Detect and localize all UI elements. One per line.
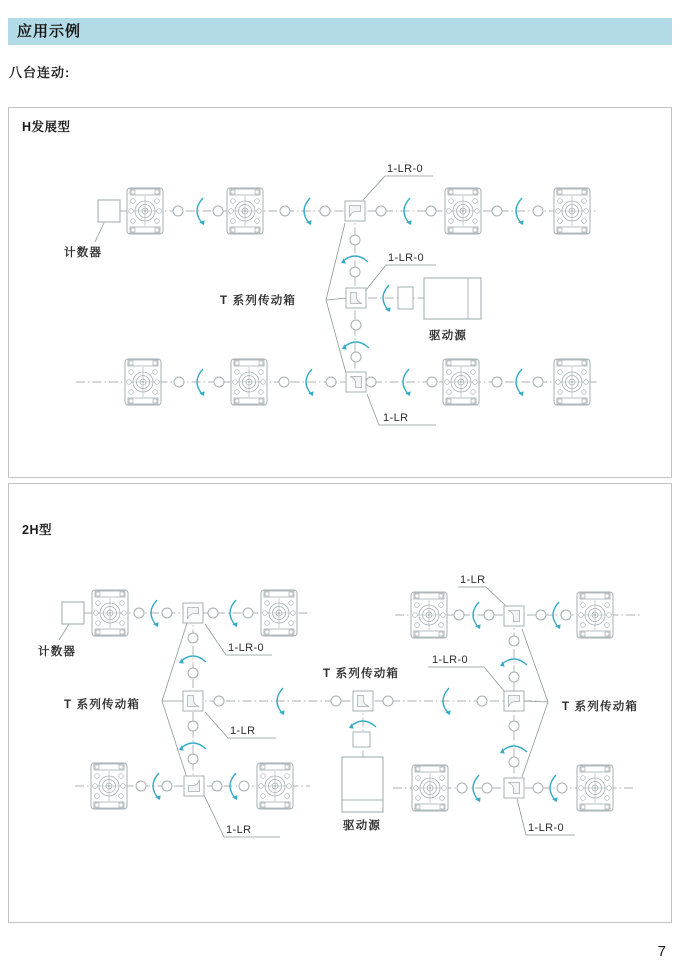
shaft-coupling <box>212 781 222 791</box>
shaft-coupling <box>174 377 184 387</box>
callout-label: T 系列传动箱 <box>322 667 399 680</box>
coupling-rect <box>353 732 370 747</box>
diagram-canvas <box>8 483 672 923</box>
page-number: 7 <box>657 943 666 960</box>
shaft-coupling <box>509 721 519 731</box>
callout-label: T 系列传动箱 <box>561 700 638 713</box>
callout-label: 1-LR <box>459 573 485 586</box>
rotation-arrow-icon <box>179 743 206 751</box>
gearbox-unit <box>91 763 127 809</box>
shaft-coupling <box>482 783 492 793</box>
gearbox-unit <box>577 592 613 638</box>
rotation-arrow-icon <box>230 600 238 627</box>
rotation-arrow-icon <box>342 342 369 350</box>
subtitle-label: 八台连动: <box>9 65 71 80</box>
callout-label: 1-LR-0 <box>227 641 264 654</box>
corner-drive-box <box>504 606 524 626</box>
gearbox-unit <box>227 188 263 234</box>
shaft-coupling <box>509 757 519 767</box>
shaft-coupling <box>136 781 146 791</box>
callout-label: T 系列传动箱 <box>63 698 140 711</box>
rotation-arrow-icon <box>500 659 527 667</box>
shaft-coupling <box>279 377 289 387</box>
shaft-coupling <box>134 608 144 618</box>
rotation-arrow-icon <box>277 688 285 715</box>
rotation-arrow-icon <box>197 198 205 225</box>
drive-motor <box>342 757 383 812</box>
gearbox-unit <box>445 188 481 234</box>
gearbox-unit <box>127 188 163 234</box>
section-header <box>8 18 672 45</box>
shaft-coupling <box>454 610 464 620</box>
shaft-coupling <box>188 754 198 764</box>
diagram-canvas <box>8 107 672 478</box>
shaft-coupling <box>533 206 543 216</box>
shaft-coupling <box>492 206 502 216</box>
gearbox-unit <box>411 592 447 638</box>
shaft-coupling <box>326 377 336 387</box>
label-fan-leader <box>326 223 347 373</box>
shaft-coupling <box>214 377 224 387</box>
shaft-coupling <box>162 781 172 791</box>
counter-box <box>62 602 84 624</box>
shaft-coupling <box>509 636 519 646</box>
corner-drive-box <box>183 691 203 711</box>
shaft-coupling <box>536 610 546 620</box>
rotation-arrow-icon <box>443 688 451 715</box>
rotation-arrow-icon <box>197 369 205 396</box>
rotation-arrow-icon <box>230 773 238 800</box>
shaft-coupling <box>492 377 502 387</box>
shaft-coupling <box>484 610 494 620</box>
corner-drive-box <box>346 372 366 392</box>
rotation-arrow-icon <box>473 602 481 629</box>
rotation-arrow-icon <box>473 775 481 802</box>
corner-drive-box <box>183 603 203 623</box>
callout-label: 1-LR <box>225 823 251 836</box>
rotation-arrow-icon <box>306 369 314 396</box>
callout-label: 计数器 <box>37 645 76 658</box>
shaft-coupling <box>426 206 436 216</box>
shaft-coupling <box>350 267 360 277</box>
shaft-coupling <box>376 206 386 216</box>
shaft-coupling <box>457 783 467 793</box>
shaft-coupling <box>350 235 360 245</box>
rotation-arrow-icon <box>304 198 312 225</box>
section-header-label: 应用示例 <box>17 23 82 40</box>
shaft-coupling <box>320 206 330 216</box>
gearbox-unit <box>412 765 448 811</box>
shaft-coupling <box>351 320 361 330</box>
callout-label: 驱动源 <box>428 329 467 342</box>
corner-drive-box <box>346 288 366 308</box>
shaft-coupling <box>366 377 376 387</box>
drive-motor <box>424 278 481 319</box>
panel-title: 2H型 <box>21 522 52 537</box>
diagram-panel-2h-type <box>8 483 672 923</box>
gearbox-unit <box>261 590 297 636</box>
shaft-coupling <box>243 608 253 618</box>
shaft-coupling <box>162 608 172 618</box>
diagram-panel-h-type <box>8 107 672 478</box>
rotation-arrow-icon <box>550 775 558 802</box>
rotation-arrow-icon <box>516 198 524 225</box>
rotation-arrow-icon <box>383 285 391 312</box>
rotation-arrow-icon <box>151 600 159 627</box>
shaft-coupling <box>509 672 519 682</box>
shaft-coupling <box>533 783 543 793</box>
corner-drive-box <box>504 691 524 711</box>
callout-label: 1-LR-0 <box>527 821 564 834</box>
rotation-arrow-icon <box>404 198 412 225</box>
gearbox-unit <box>92 590 128 636</box>
gearbox-unit <box>231 359 267 405</box>
gearbox-unit <box>577 765 613 811</box>
rotation-arrow-icon <box>516 369 524 396</box>
gearbox-unit <box>554 188 590 234</box>
shaft-coupling <box>213 206 223 216</box>
shaft-coupling <box>280 206 290 216</box>
shaft-coupling <box>188 668 198 678</box>
callout-label: 1-LR-0 <box>387 251 424 264</box>
shaft-coupling <box>331 696 341 706</box>
gearbox-unit <box>125 359 161 405</box>
gearbox-unit <box>554 359 590 405</box>
label-fan-leader <box>522 629 548 777</box>
shaft-coupling <box>351 352 361 362</box>
leader-line <box>95 223 104 242</box>
callout-label: 1-LR <box>229 724 255 737</box>
rotation-arrow-icon <box>179 656 206 664</box>
leader-line <box>59 624 69 640</box>
shaft-coupling <box>208 608 218 618</box>
gearbox-unit <box>257 763 293 809</box>
panel-title: H发展型 <box>21 119 71 134</box>
corner-drive-box <box>345 201 365 221</box>
gearbox-unit <box>443 359 479 405</box>
callout-label: 1-LR <box>382 411 408 424</box>
rotation-arrow-icon <box>553 602 561 629</box>
corner-drive-box <box>353 691 373 711</box>
rotation-arrow-icon <box>153 773 161 800</box>
counter-box <box>98 200 120 222</box>
leader-line <box>458 587 506 606</box>
shaft-coupling <box>533 377 543 387</box>
shaft-coupling <box>383 696 393 706</box>
corner-drive-box <box>504 778 524 798</box>
callout-label: 1-LR-0 <box>431 653 468 666</box>
shaft-coupling <box>239 781 249 791</box>
shaft-coupling <box>477 696 487 706</box>
leader-line <box>428 667 504 691</box>
shaft-coupling <box>173 206 183 216</box>
callout-label: T 系列传动箱 <box>219 294 296 307</box>
shaft-coupling <box>214 696 224 706</box>
leader-line <box>363 176 433 200</box>
rotation-arrow-icon <box>341 256 368 264</box>
callout-label: 驱动源 <box>342 819 381 832</box>
shaft-coupling <box>427 377 437 387</box>
shaft-coupling <box>188 633 198 643</box>
callout-label: 1-LR-0 <box>386 162 423 175</box>
coupling-rect <box>398 287 413 309</box>
shaft-coupling <box>188 721 198 731</box>
rotation-arrow-icon <box>500 746 527 754</box>
rotation-arrow-icon <box>349 721 376 729</box>
corner-drive-box <box>184 776 204 796</box>
callout-label: 计数器 <box>63 246 102 259</box>
shaft-coupling <box>557 783 567 793</box>
rotation-arrow-icon <box>403 369 411 396</box>
shaft-coupling <box>561 610 571 620</box>
